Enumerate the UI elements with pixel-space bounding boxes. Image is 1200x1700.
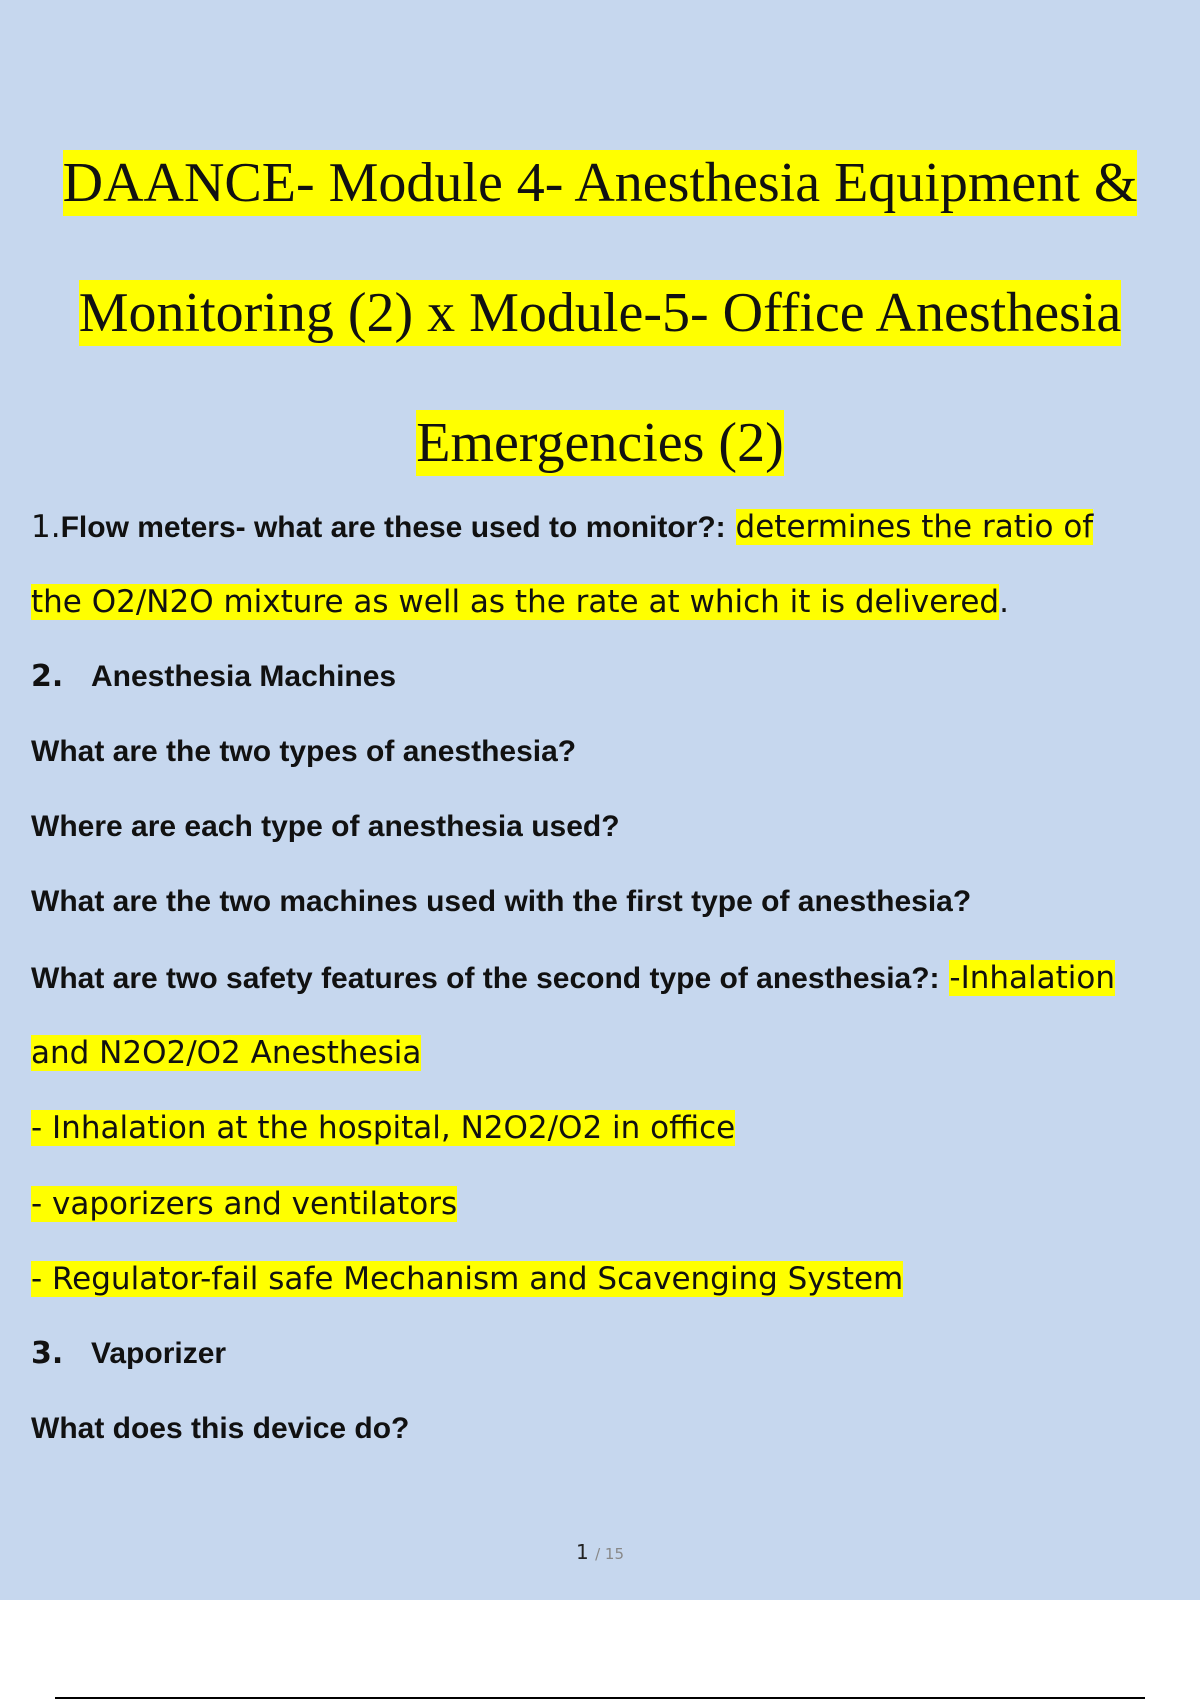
section-2-answer-line: [31, 1035, 421, 1071]
section-2-number: 2.: [31, 659, 64, 694]
q1-answer-end: .: [999, 584, 1009, 620]
q1-line-1: [31, 509, 1093, 545]
section-2-question-with-answer: [31, 960, 1115, 996]
section-3-question: What does this device do?: [31, 1412, 410, 1445]
section-3-title: Vaporizer: [91, 1337, 227, 1370]
section-2-answer: -Inhalation: [949, 960, 1116, 996]
section-2-heading: [31, 659, 396, 694]
q1-number: 1.: [31, 509, 61, 545]
section-2-answer: - Inhalation at the hospital, N2O2/O2 in office: [31, 1110, 736, 1146]
title-line-1: DAANCE- Module 4- Anesthesia Equipment &: [62, 152, 1138, 214]
section-2-question: Where are each type of anesthesia used?: [31, 810, 620, 843]
section-2-answer-line: [31, 1261, 903, 1297]
section-2-answer: - Regulator-fail safe Mechanism and Scavenging System: [31, 1261, 904, 1297]
q1-answer-part1: determines the ratio of: [735, 509, 1094, 545]
section-3-heading: [31, 1336, 226, 1371]
section-2-answer: - vaporizers and ventilators: [31, 1186, 458, 1222]
total-pages: / 15: [595, 1545, 624, 1563]
document-title: [0, 118, 1200, 508]
section-2-title: Anesthesia Machines: [91, 660, 397, 693]
title-line-2: Monitoring (2) x Module-5- Office Anesthesia: [78, 282, 1122, 344]
page-indicator: [0, 1540, 1200, 1564]
section-2-question: What are the two types of anesthesia?: [31, 735, 577, 768]
section-2-answer-line: [31, 1110, 735, 1146]
section-3-number: 3.: [31, 1336, 64, 1371]
section-2-answer: and N2O2/O2 Anesthesia: [31, 1035, 422, 1071]
title-line-3: Emergencies (2): [416, 412, 784, 474]
q1-line-2: [31, 584, 1009, 620]
q1-question: Flow meters- what are these used to monitor?:: [60, 511, 726, 544]
page-divider: [55, 1697, 1145, 1699]
section-2-answer-line: [31, 1186, 457, 1222]
section-2-question: What are the two machines used with the first type of anesthesia?: [31, 885, 972, 918]
q1-answer-part2: the O2/N2O mixture as well as the rate at which it is delivered: [31, 584, 1000, 620]
current-page: 1: [575, 1540, 589, 1564]
section-2-question: What are two safety features of the second type of anesthesia?:: [31, 962, 940, 995]
